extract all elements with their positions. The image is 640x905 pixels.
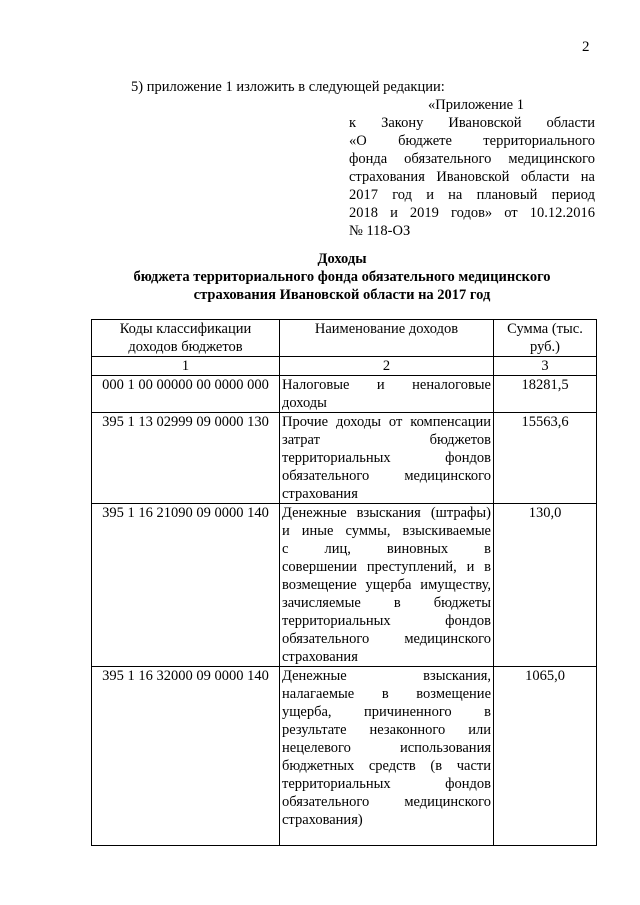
name-line: территориальных фондов — [282, 450, 491, 466]
amendment-text: 5) приложение 1 изложить в следующей редакции: — [131, 79, 445, 95]
name-line: территориальных фондов — [282, 776, 491, 792]
name-line: совершении преступлений, и в — [282, 559, 491, 575]
page-number: 2 — [582, 39, 590, 55]
name-line: результате незаконного или — [282, 722, 491, 738]
column-number: 2 — [280, 357, 494, 376]
row-sum: 18281,5 — [494, 376, 597, 413]
row-code: 395 1 16 21090 09 0000 140 — [92, 504, 280, 667]
row-name — [280, 376, 494, 413]
column-number: 1 — [92, 357, 280, 376]
title-line: страхования Ивановской области на 2017 год — [193, 287, 491, 303]
title-line: бюджета территориального фонда обязательного медицинского — [133, 269, 551, 285]
column-number-row — [92, 357, 597, 376]
name-line: нецелевого использования — [282, 740, 491, 756]
header-sum: Сумма (тыс. руб.) — [494, 320, 597, 357]
column-number: 3 — [494, 357, 597, 376]
name-line: ущерба, причиненного в — [282, 704, 491, 720]
annex-line: фонда обязательного медицинского — [349, 151, 595, 167]
annex-line: 2017 год и на плановый период — [349, 187, 595, 203]
name-line: доходы — [282, 395, 327, 411]
name-line: и иные суммы, взыскиваемые — [282, 523, 491, 539]
row-name — [280, 504, 494, 667]
header-name: Наименование доходов — [280, 320, 494, 357]
row-sum: 130,0 — [494, 504, 597, 667]
name-line: Налоговые и неналоговые — [282, 377, 491, 393]
document-title — [90, 250, 594, 304]
annex-title: «Приложение 1 — [428, 97, 524, 113]
table-row — [92, 504, 597, 667]
name-line: Денежные взыскания (штрафы) — [282, 505, 491, 521]
table-row — [92, 376, 597, 413]
name-line: с лиц, виновных в — [282, 541, 491, 557]
annex-line: страхования Ивановской области на — [349, 169, 595, 185]
header-code: Коды классификации доходов бюджетов — [92, 320, 280, 357]
annex-line: 2018 и 2019 годов» от 10.12.2016 — [349, 205, 595, 221]
row-code: 000 1 00 00000 00 0000 000 — [92, 376, 280, 413]
income-table — [91, 319, 597, 846]
name-line: обязательного медицинского — [282, 794, 491, 810]
table-row — [92, 667, 597, 846]
name-line: возмещение ущерба имуществу, — [282, 577, 491, 593]
annex-line: к Закону Ивановской области — [349, 115, 595, 131]
table-header-row — [92, 320, 597, 357]
name-line: Прочие доходы от компенсации — [282, 414, 491, 430]
annex-line: № 118-ОЗ — [349, 223, 411, 239]
name-line: страхования) — [282, 812, 363, 828]
name-line: Денежные взыскания, — [282, 668, 491, 684]
name-line: страхования — [282, 486, 358, 502]
name-line: зачисляемые в бюджеты — [282, 595, 491, 611]
name-line: страхования — [282, 649, 358, 665]
name-line: налагаемые в возмещение — [282, 686, 491, 702]
name-line: бюджетных средств (в части — [282, 758, 491, 774]
name-line: обязательного медицинского — [282, 631, 491, 647]
row-sum: 15563,6 — [494, 413, 597, 504]
annex-reference — [349, 114, 595, 240]
row-name — [280, 413, 494, 504]
row-code: 395 1 16 32000 09 0000 140 — [92, 667, 280, 846]
title-line: Доходы — [317, 251, 367, 267]
row-name — [280, 667, 494, 846]
name-line: территориальных фондов — [282, 613, 491, 629]
name-line: затрат бюджетов — [282, 432, 491, 448]
row-sum: 1065,0 — [494, 667, 597, 846]
row-code: 395 1 13 02999 09 0000 130 — [92, 413, 280, 504]
name-line: обязательного медицинского — [282, 468, 491, 484]
annex-line: «О бюджете территориального — [349, 133, 595, 149]
table-row — [92, 413, 597, 504]
